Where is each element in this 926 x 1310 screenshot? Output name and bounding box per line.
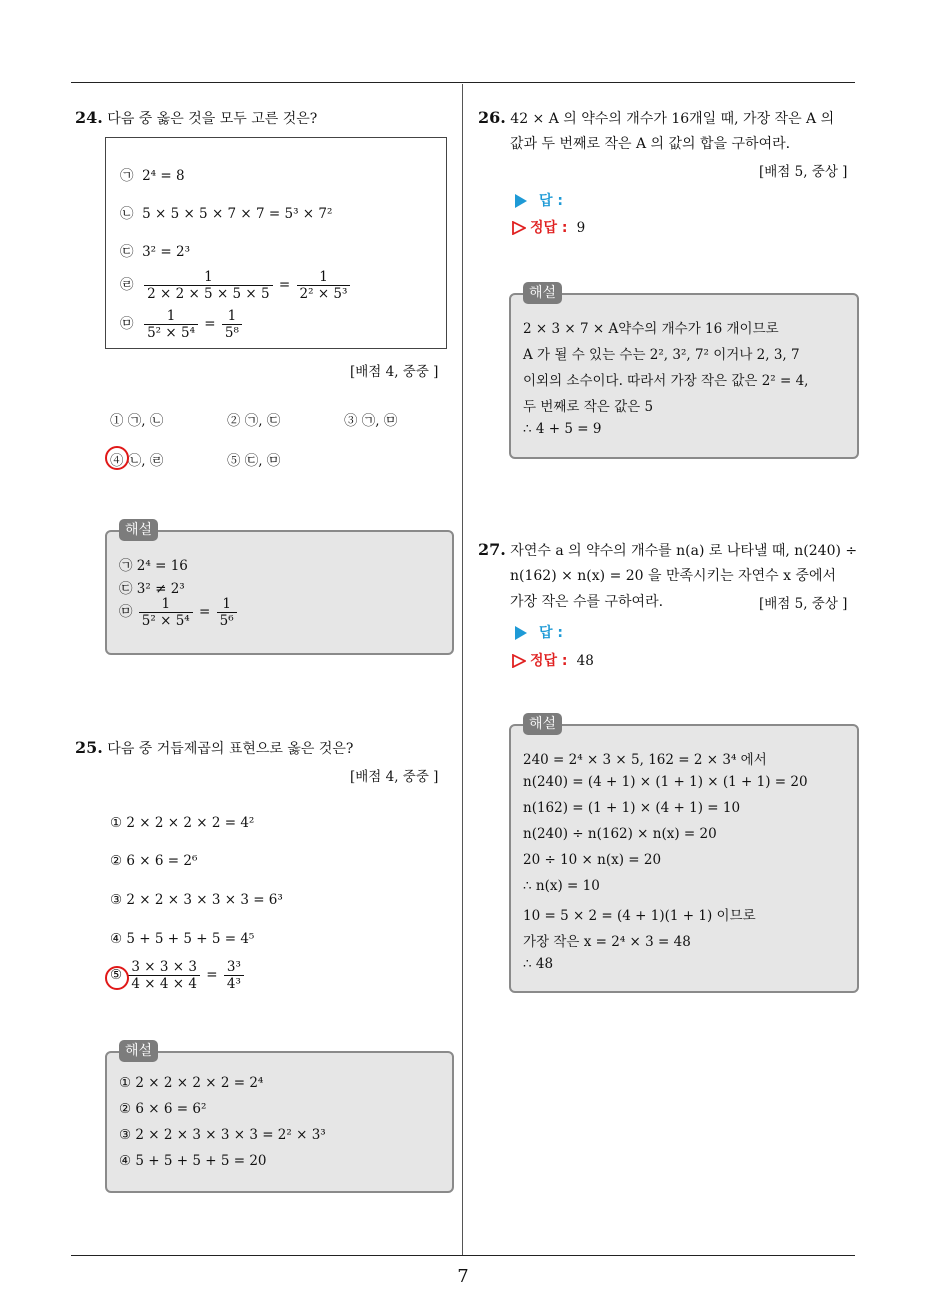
column-divider [462,84,463,1255]
q26-answer-label: 답 : [539,193,563,209]
q27-score: [배점 5, 중상 ] [759,596,848,612]
bottom-rule [71,1255,855,1256]
solution-line: ② 6 × 6 = 6² [119,1101,207,1117]
solution-line: ㉤ $\frac{1}{\text{5² × 5⁴}}$ = $\frac{1}{\text{5⁶}}$ [119,596,239,629]
page-number: 7 [457,1266,469,1287]
q26-solution-tag: 해설 [523,282,562,304]
solution-line: ∴ 48 [523,956,554,972]
q24-box-item: ㉢ 3² = 2³ [120,244,190,260]
q25-choice-2[interactable]: ② 6 × 6 = 2⁶ [110,853,198,869]
solution-line: 2 × 3 × 7 × A약수의 개수가 16 개이므로 [523,321,779,337]
q26-number: 26. [478,108,506,127]
q24-text: 다음 중 옳은 것을 모두 고른 것은? [107,111,318,127]
q27-answer-label: 답 : [539,625,563,641]
fraction: $\frac{1}{\text{5² × 5⁴}}$ [139,596,193,629]
q25-number: 25. [75,738,103,757]
solution-line: n(162) = (1 + 1) × (4 + 1) = 10 [523,800,741,816]
play-triangle-icon [515,194,527,208]
solution-line: ㉠ 2⁴ = 16 [119,558,188,574]
solution-line: ④ 5 + 5 + 5 + 5 = 20 [119,1153,267,1169]
q26-correct-value: 9 [576,220,586,236]
q24-score: [배점 4, 중중 ] [350,364,439,380]
q25-score: [배점 4, 중중 ] [350,769,439,785]
q24-number: 24. [75,108,103,127]
solution-line: n(240) ÷ n(162) × n(x) = 20 [523,826,717,842]
q26-stem [478,106,834,131]
q25-text: 다음 중 거듭제곱의 표현으로 옳은 것은? [107,741,354,757]
q26-text-line2: 값과 두 번째로 작은 A 의 값의 합을 구하여라. [510,136,791,152]
top-rule [71,82,855,83]
q25-stem [75,736,353,761]
q26-correct-label: 정답 : [530,220,568,236]
q24-choice-5[interactable]: ⑤ ㉢, ㉤ [227,453,281,469]
q27-solution-tag: 해설 [523,713,562,735]
q24-choice-4[interactable]: ④ ㉡, ㉣ [110,453,164,469]
q24-choice-1[interactable]: ① ㉠, ㉡ [110,413,164,429]
q25-choice-5[interactable]: ⑤ $\frac{3 \times 3 \times 3}{4 \times 4 \times 4}$ = $\frac{\text{3³}}{\text{4³}}$ [110,959,246,992]
q24-choice-3[interactable]: ③ ㉠, ㉤ [344,413,398,429]
q27-text-line2: n(162) × n(x) = 20 을 만족시키는 자연수 x 중에서 [510,568,837,584]
fraction: $\frac{1}{\text{2² × 5³}}$ [297,269,351,302]
solution-line: ∴ 4 + 5 = 9 [523,421,602,437]
fraction: $\frac{\text{3³}}{\text{4³}}$ [224,959,244,992]
q25-solution-tag: 해설 [119,1040,158,1062]
answer-circle-mark [105,966,129,990]
solution-line: 10 = 5 × 2 = (4 + 1)(1 + 1) 이므로 [523,908,756,924]
solution-line: ① 2 × 2 × 2 × 2 = 2⁴ [119,1075,264,1091]
q27-answer-row [515,622,563,642]
fraction: $\frac{1}{\text{5⁸}}$ [222,308,242,341]
q25-solution-box [105,1051,454,1193]
solution-line: 240 = 2⁴ × 3 × 5, 162 = 2 × 3⁴ 에서 [523,752,767,768]
q24-choice-2[interactable]: ② ㉠, ㉢ [227,413,281,429]
fraction: $\frac{1}{\text{5⁶}}$ [217,596,237,629]
q24-stem [75,106,317,131]
q27-text-line3: 가장 작은 수를 구하여라. [510,594,664,610]
q27-number: 27. [478,540,506,559]
q25-choice-3[interactable]: ③ 2 × 2 × 3 × 3 × 3 = 6³ [110,892,283,908]
q26-solution-box [509,293,859,459]
q27-correct-label: 정답 : [530,653,568,669]
q27-text-line1: 자연수 a 의 약수의 개수를 n(a) 로 나타낼 때, n(240) ÷ [510,543,858,559]
q27-solution-box [509,724,859,993]
solution-line: n(240) = (4 + 1) × (1 + 1) × (1 + 1) = 20 [523,774,808,790]
outline-triangle-icon [512,654,526,668]
solution-line: 두 번째로 작은 값은 5 [523,399,654,415]
q27-correct-value: 48 [576,653,594,669]
q26-correct-row [512,217,585,237]
solution-line: 이외의 소수이다. 따라서 가장 작은 값은 2² = 4, [523,373,809,389]
q24-condition-box [105,137,447,349]
solution-line: 가장 작은 x = 2⁴ × 3 = 48 [523,934,691,950]
solution-line: 20 ÷ 10 × n(x) = 20 [523,852,662,868]
solution-line: ∴ n(x) = 10 [523,878,600,894]
fraction: $\frac{1}{2 \times 2 \times 5 \times 5 \times 5}$ [144,269,273,302]
q27-correct-row [512,650,594,670]
outline-triangle-icon [512,221,526,235]
answer-circle-mark [105,446,129,470]
q26-text-line1: 42 × A 의 약수의 개수가 16개일 때, 가장 작은 A 의 [510,111,835,127]
fraction: $\frac{1}{\text{5² × 5⁴}}$ [144,308,198,341]
q24-solution-tag: 해설 [119,519,158,541]
q24-box-item: ㉤ $\frac{1}{\text{5² × 5⁴}}$ = $\frac{1}{\text{5⁸}}$ [120,308,244,341]
q25-choice-1[interactable]: ① 2 × 2 × 2 × 2 = 4² [110,815,255,831]
q26-score: [배점 5, 중상 ] [759,164,848,180]
q26-answer-row [515,190,563,210]
fraction: $\frac{3 \times 3 \times 3}{4 \times 4 \times 4}$ [128,959,200,992]
q24-box-item: ㉠ 2⁴ = 8 [120,168,185,184]
q27-stem [478,538,857,563]
solution-line: A 가 될 수 있는 수는 2², 3², 7² 이거나 2, 3, 7 [523,347,800,363]
play-triangle-icon [515,626,527,640]
q24-box-item: ㉣ $\frac{1}{2 \times 2 \times 5 \times 5 \times 5}$ = $\frac{1}{\text{2² × 5³}}$ [120,269,352,302]
q24-solution-box [105,530,454,655]
q25-choice-4[interactable]: ④ 5 + 5 + 5 + 5 = 4⁵ [110,931,255,947]
solution-line: ㉢ 3² ≠ 2³ [119,581,185,597]
solution-line: ③ 2 × 2 × 3 × 3 × 3 = 2² × 3³ [119,1127,326,1143]
q24-box-item: ㉡ 5 × 5 × 5 × 7 × 7 = 5³ × 7² [120,206,333,222]
